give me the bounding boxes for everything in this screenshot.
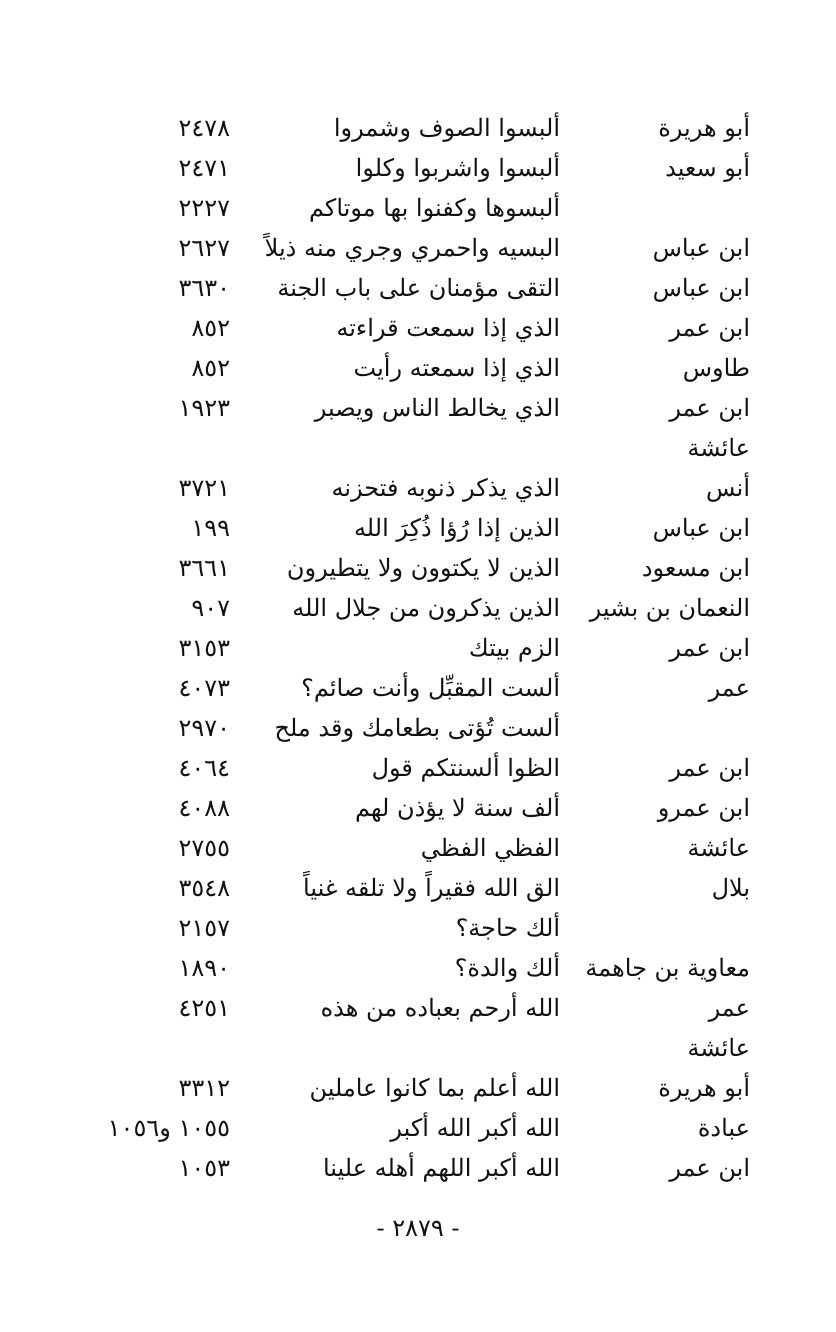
index-row [0,108,836,148]
index-row [0,388,836,428]
hadith-number: ٢١٥٧ [178,914,230,942]
index-row [0,588,836,628]
index-row [0,348,836,388]
index-row [0,1068,836,1108]
narrator-name: عمر [708,994,750,1022]
index-row [0,268,836,308]
narrator-name: عائشة [687,434,750,462]
hadith-opening: البسيه واحمري وجري منه ذيلاً [264,234,560,262]
narrator-name: ابن عمر [669,634,750,662]
narrator-name: ابن عباس [652,514,750,542]
hadith-opening: ألبسوا الصوف وشمروا [333,114,560,142]
hadith-opening: الظوا ألسنتكم قول [371,754,560,782]
hadith-number: ١٨٩٠ [178,954,230,982]
hadith-opening: ألبسوا واشربوا وكلوا [355,154,560,182]
hadith-number: ٢٤٧٨ [178,114,230,142]
index-row [0,308,836,348]
index-row [0,148,836,188]
narrator-name: عمر [708,674,750,702]
index-row [0,188,836,228]
hadith-number: ٣٧٢١ [178,474,230,502]
hadith-number: ٣١٥٣ [178,634,230,662]
narrator-name: معاوية بن جاهمة [585,954,750,982]
index-row [0,1028,836,1068]
hadith-opening: الذين يذكرون من جلال الله [292,594,560,622]
narrator-name: ابن عباس [652,274,750,302]
hadith-number: ٣٦٦١ [178,554,230,582]
narrator-name: عائشة [687,834,750,862]
hadith-number: ٤٠٨٨ [178,794,230,822]
hadith-number: ٢٢٢٧ [178,194,230,222]
narrator-name: عائشة [687,1034,750,1062]
narrator-name: بلال [711,874,750,902]
hadith-opening: الذين لا يكتوون ولا يتطيرون [286,554,560,582]
hadith-number: ٢٩٧٠ [178,714,230,742]
hadith-opening: ألف سنة لا يؤذن لهم [355,794,560,822]
narrator-name: أنس [706,474,750,502]
hadith-opening: الذين إذا رُؤا ذُكِرَ الله [353,514,560,542]
hadith-number: ٩٠٧ [191,594,230,622]
hadith-opening: الفظي الفظي [420,834,560,862]
hadith-number: ١٩٢٣ [178,394,230,422]
index-row [0,548,836,588]
hadith-opening: ألبسوها وكفنوا بها موتاكم [308,194,560,222]
hadith-opening: ألك حاجة؟ [455,914,560,942]
hadith-number [96,428,230,468]
index-row [0,668,836,708]
hadith-number: ٢٦٢٧ [178,234,230,262]
index-row [0,948,836,988]
hadith-number: ٣٦٣٠ [178,274,230,302]
hadith-opening [260,1028,560,1068]
index-row [0,228,836,268]
narrator-name: النعمان بن بشير [589,594,750,622]
index-row [0,628,836,668]
hadith-number: ٤٠٧٣ [178,674,230,702]
index-row [0,428,836,468]
narrator-name: ابن عمر [669,394,750,422]
hadith-number [96,1028,230,1068]
narrator-name: أبو هريرة [658,114,750,142]
hadith-opening: الذي يذكر ذنوبه فتحزنه [331,474,560,502]
hadith-number: ١٩٩ [191,514,230,542]
hadith-number: ٨٥٢ [191,314,230,342]
index-row [0,468,836,508]
hadith-opening: الله أعلم بما كانوا عاملين [309,1074,560,1102]
index-row [0,1108,836,1148]
hadith-index-list [0,108,836,1188]
index-row [0,748,836,788]
index-row [0,908,836,948]
hadith-opening: التقى مؤمنان على باب الجنة [277,274,560,302]
index-row [0,1148,836,1188]
index-row [0,988,836,1028]
hadith-opening: الزم بيتك [468,634,560,662]
hadith-number: ٢٧٥٥ [178,834,230,862]
hadith-number: ٣٣١٢ [178,1074,230,1102]
hadith-opening: الله أكبر اللهم أهله علينا [322,1154,560,1182]
hadith-opening: الله أرحم بعباده من هذه [320,994,560,1022]
index-row [0,828,836,868]
page-number: - ٢٨٧٩ - [376,1214,460,1242]
hadith-number: ١٠٥٣ [178,1154,230,1182]
narrator-name: طاوس [682,354,750,382]
narrator-name: ابن عمر [669,1154,750,1182]
index-row [0,508,836,548]
hadith-number: ٤٠٦٤ [178,754,230,782]
hadith-number: ٤٢٥١ [178,994,230,1022]
hadith-number: ٣٥٤٨ [178,874,230,902]
narrator-name: أبو سعيد [665,154,750,182]
index-row [0,868,836,908]
hadith-opening: الذي إذا سمعت قراءته [336,314,560,342]
narrator-name: ابن مسعود [641,554,750,582]
hadith-opening: ألست تُؤتى بطعامك وقد ملح [274,714,560,742]
narrator-name: ابن عمر [669,314,750,342]
narrator-name: ابن عباس [652,234,750,262]
narrator-name: ابن عمرو [657,794,750,822]
narrator-name: ابن عمر [669,754,750,782]
hadith-number: ١٠٥٥ و١٠٥٦ [107,1114,230,1142]
index-row [0,788,836,828]
narrator-name: عبادة [697,1114,750,1142]
hadith-opening [260,428,560,468]
hadith-opening: ألك والدة؟ [454,954,560,982]
hadith-opening: الق الله فقيراً ولا تلقه غنياً [303,874,560,902]
index-row [0,708,836,748]
hadith-number: ٨٥٢ [191,354,230,382]
hadith-number: ٢٤٧١ [178,154,230,182]
narrator-name: أبو هريرة [658,1074,750,1102]
hadith-opening: الله أكبر الله أكبر [390,1114,560,1142]
hadith-opening: ألست المقبِّل وأنت صائم؟ [301,674,560,702]
hadith-opening: الذي إذا سمعته رأيت [353,354,560,382]
hadith-opening: الذي يخالط الناس ويصبر [314,394,560,422]
